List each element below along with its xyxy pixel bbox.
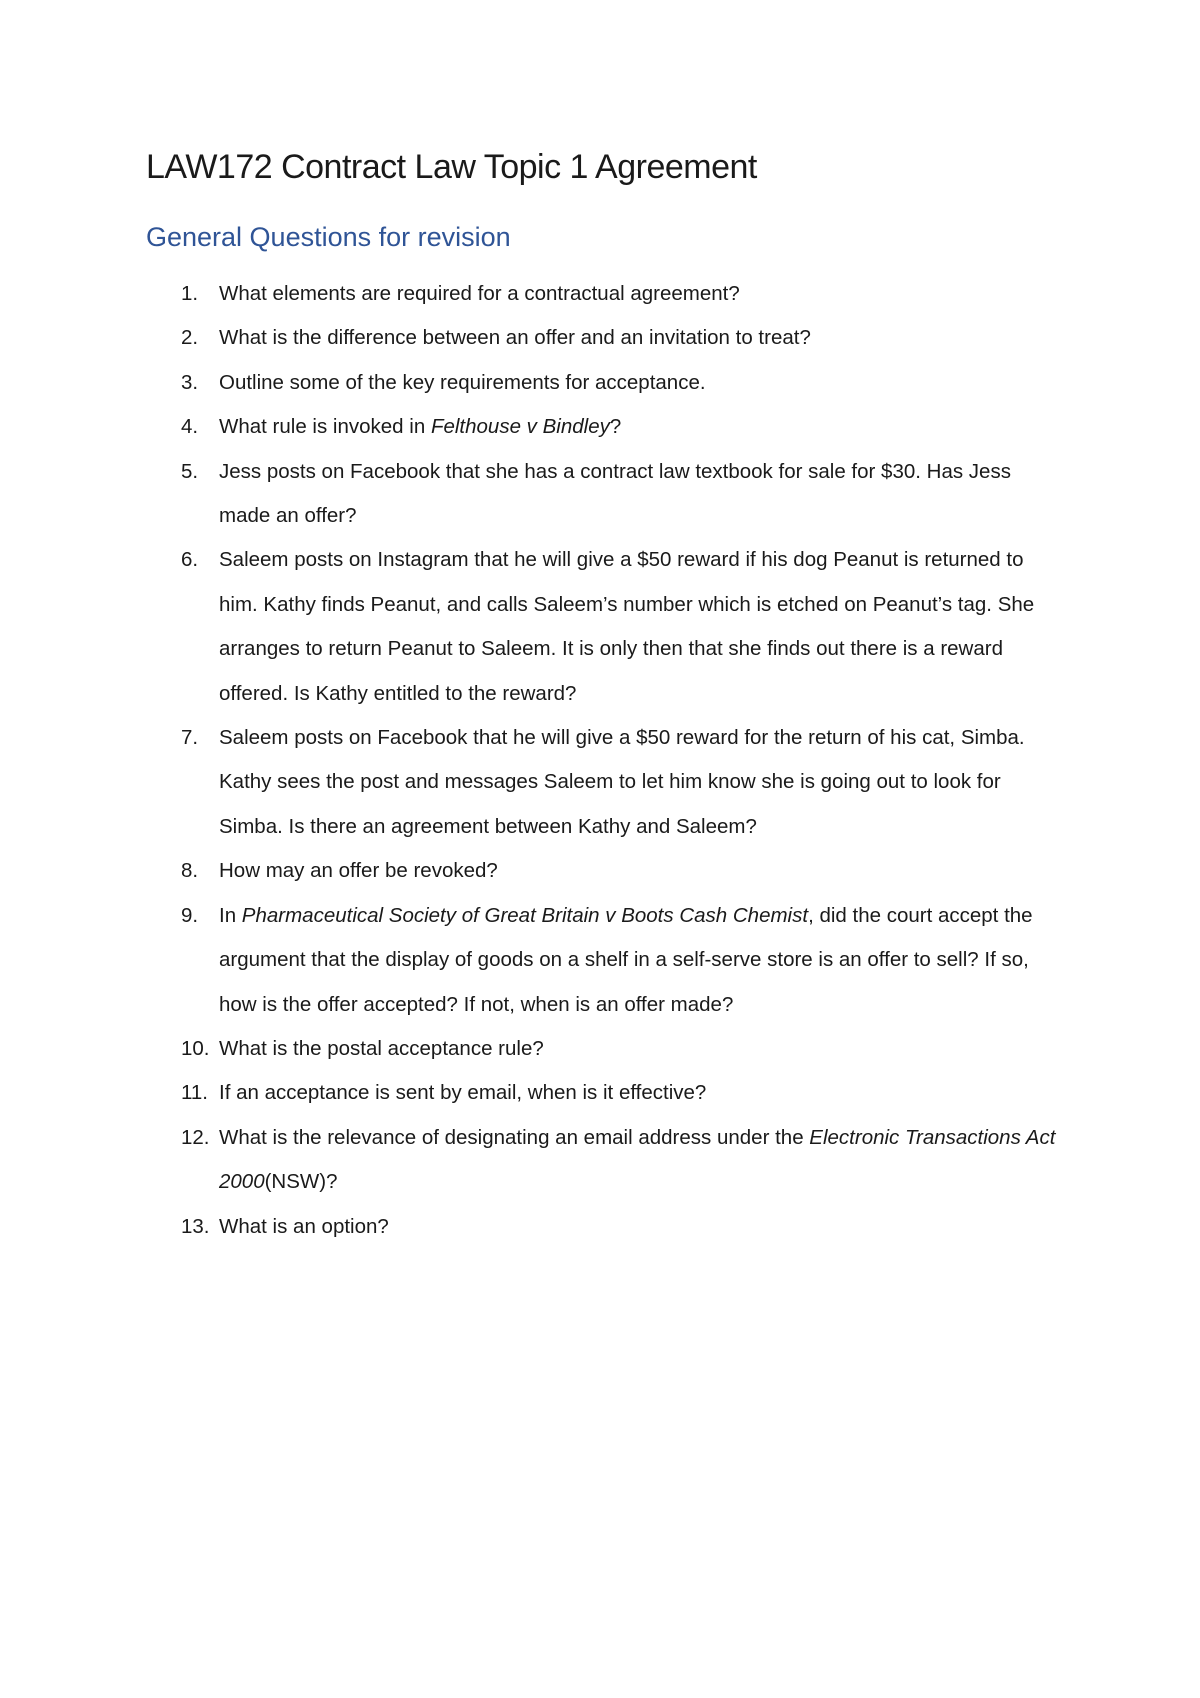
question-text: What elements are required for a contractual agreement?: [219, 282, 740, 305]
statute-name: Electronic Transactions Act 2000: [219, 1125, 1056, 1194]
question-number: 5.: [181, 459, 199, 483]
question-number: 4.: [181, 415, 199, 439]
question-number: 12.: [181, 1125, 210, 1149]
question-text: What is the difference between an offer and an invitation to treat?: [219, 326, 811, 350]
question-item: [146, 716, 1066, 849]
question-text: Saleem posts on Instagram that he will give a $50 reward if his dog Peanut is returned to him. Kathy finds Peanut, and calls Saleem’s number which is etched on Peanut’s tag. She arranges to return Peanut to Saleem. It is only then that she finds out there is a reward offered. Is Kathy entitled to the reward?: [219, 548, 1035, 705]
question-text: Jess posts on Facebook that she has a contract law textbook for sale for $30. Has Jess made an offer?: [219, 459, 1011, 528]
section-heading: General Questions for revision: [146, 222, 511, 252]
case-name: Pharmaceutical Society of Great Britain v Boots Cash Chemist: [241, 903, 809, 927]
question-item: [146, 1027, 1066, 1071]
question-text: If an acceptance is sent by email, when is it effective?: [219, 1081, 707, 1105]
question-number: 3.: [181, 370, 199, 394]
document-title: LAW172 Contract Law Topic 1 Agreement: [146, 148, 757, 186]
question-number: 2.: [181, 326, 199, 350]
question-item: [146, 272, 1066, 316]
question-text: In Pharmaceutical Society of Great Britain v Boots Cash Chemist, did the court accept the argument that the display of goods on a shelf in a self-serve store is an offer to sell? If so, how is the offer accepted? If not, when is an offer made?: [219, 903, 1033, 1016]
case-name: Felthouse v Bindley: [430, 415, 610, 439]
question-item: [146, 1071, 1066, 1115]
question-number: 13.: [181, 1214, 210, 1238]
question-item: [146, 316, 1066, 360]
question-item: [146, 361, 1066, 405]
question-text: What is the postal acceptance rule?: [219, 1036, 544, 1060]
question-number: 9.: [181, 903, 199, 927]
question-text: How may an offer be revoked?: [219, 859, 498, 883]
question-number: 8.: [181, 859, 199, 883]
question-number: 7.: [181, 726, 199, 750]
question-item: [146, 894, 1066, 1027]
question-text: What rule is invoked in Felthouse v Bindley?: [219, 415, 622, 439]
question-list: [146, 272, 1066, 1249]
question-item: [146, 1116, 1066, 1205]
question-text: Outline some of the key requirements for acceptance.: [219, 370, 706, 394]
question-item: [146, 405, 1066, 449]
question-item: [146, 1205, 1066, 1249]
question-text: What is an option?: [219, 1214, 389, 1238]
question-item: [146, 538, 1066, 716]
question-item: [146, 450, 1066, 539]
question-text: What is the relevance of designating an email address under the Electronic Transactions Act 2000(NSW)?: [219, 1125, 1056, 1194]
question-number: 6.: [181, 548, 199, 572]
question-number: 11.: [181, 1081, 208, 1105]
question-text: Saleem posts on Facebook that he will give a $50 reward for the return of his cat, Simba. Kathy sees the post and messages Saleem to let him know she is going out to look for Simba. Is there an agreement between Kathy and Saleem?: [219, 726, 1025, 838]
question-number: 10.: [181, 1036, 210, 1060]
question-item: [146, 849, 1066, 893]
question-number: 1.: [181, 282, 199, 305]
